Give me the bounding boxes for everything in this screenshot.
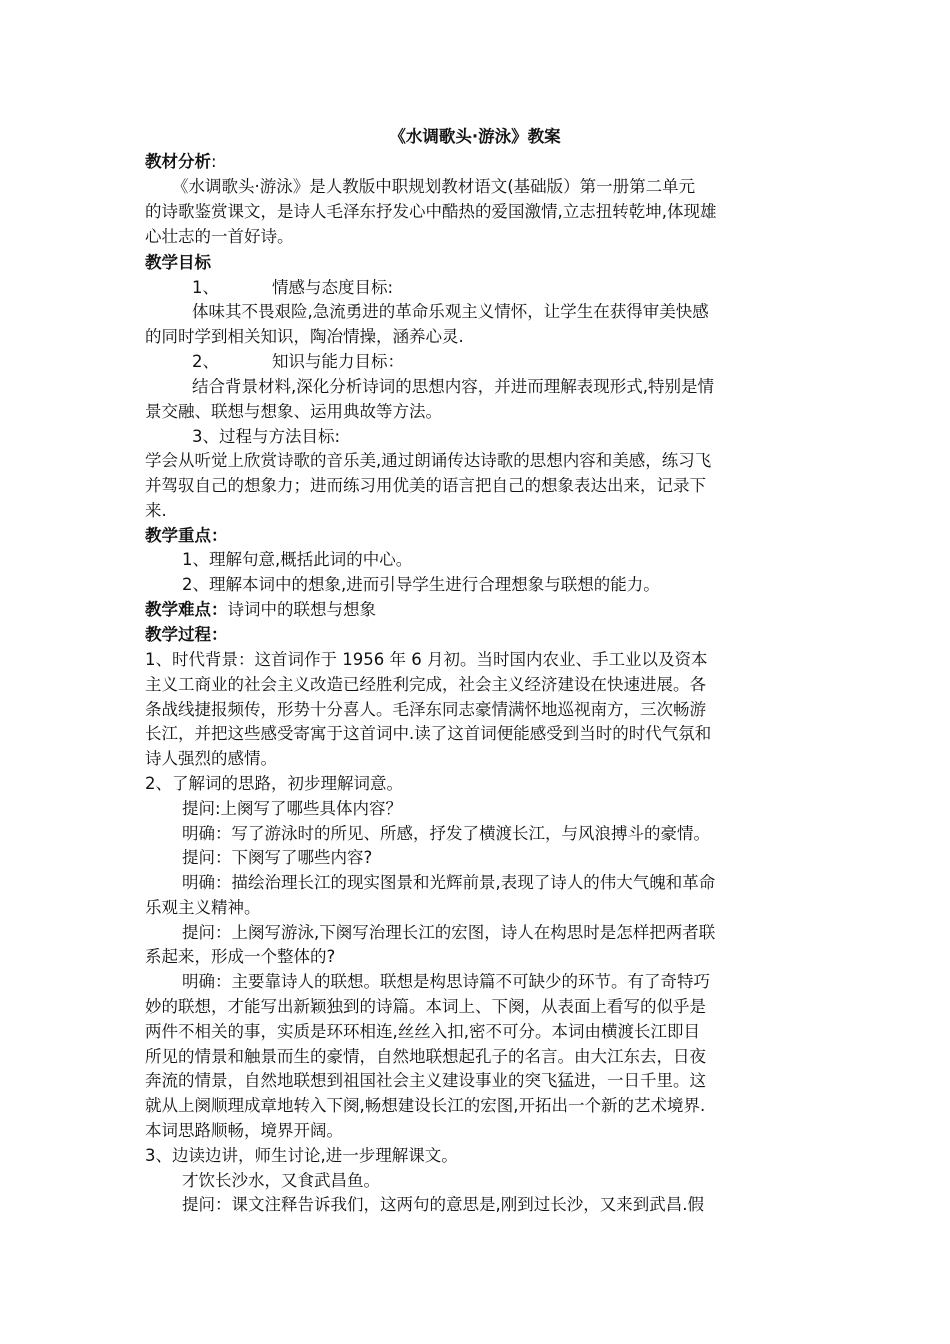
difficulty-line (145, 598, 815, 622)
paragraph-line: 主义工商业的社会主义改造已经胜利完成，社会主义经济建设在快速进展。各 (145, 675, 706, 694)
verse-line: 才饮长沙水，又食武昌鱼。 (182, 1171, 380, 1190)
paragraph-line: 的同时学到相关知识，陶冶情操，涵养心灵. (145, 327, 464, 346)
key-points-heading: 教学重点： (145, 526, 228, 545)
paragraph-line: 心壮志的一首好诗。 (145, 227, 294, 246)
answer-line: 明确：写了游泳时的所见、所感，抒发了横渡长江，与风浪搏斗的豪情。 (182, 824, 710, 843)
question-line: 提问:上阕写了哪些具体内容？ (182, 799, 403, 818)
list-item: 2、理解本词中的想象,进而引导学生进行合理想象与联想的能力。 (182, 575, 660, 594)
answer-line: 两件不相关的事，实质是环环相连,丝丝入扣,密不可分。本词由横渡长江即目 (145, 1022, 700, 1041)
step3-title: 3、边读边讲，师生讨论,进一步理解课文。 (145, 1146, 458, 1165)
paragraph-line: 1、时代背景：这首词作于 1956 年 6 月初。当时国内农业、手工业以及资本 (145, 650, 708, 669)
goal1-label: 情感与态度目标: (272, 278, 394, 297)
process-heading: 教学过程： (145, 625, 228, 644)
list-item: 1、理解句意,概括此词的中心。 (182, 550, 413, 569)
answer-line: 乐观主义精神。 (145, 898, 261, 917)
question-line: 提问：上阕写游泳,下阕写治理长江的宏图，诗人在构思时是怎样把两者联 (182, 923, 716, 942)
goal2-number: 2、 (192, 352, 219, 371)
paragraph-line: 《水调歌头·游泳》是人教版中职规划教材语文(基础版）第一册第二单元 (172, 177, 696, 196)
paragraph-line: 条战线捷报频传，形势十分喜人。毛泽东同志豪情满怀地巡视南方，三次畅游 (145, 700, 706, 719)
material-heading: 教材分析 (145, 152, 211, 171)
paragraph-line: 长江，并把这些感受寄寓于这首词中.读了这首词便能感受到当时的时代气氛和 (145, 724, 712, 743)
step2-title: 2、了解词的思路，初步理解词意。 (145, 774, 403, 793)
paragraph-line: 并驾驭自己的想象力；进而练习用优美的语言把自己的想象表达出来，记录下 (145, 476, 706, 495)
answer-line: 所见的情景和触景而生的豪情，自然地联想起孔子的名言。由大江东去，日夜 (145, 1047, 706, 1066)
paragraph-line: 体味其不畏艰险,急流勇进的革命乐观主义情怀，让学生在获得审美快感 (192, 302, 709, 321)
paragraph-line: 的诗歌鉴赏课文，是诗人毛泽东抒发心中酷热的爱国激情,立志扭转乾坤,体现雄 (145, 202, 717, 221)
paragraph-line: 学会从听觉上欣赏诗歌的音乐美,通过朗诵传达诗歌的思想内容和美感，练习飞 (145, 451, 712, 470)
question-line: 系起来，形成一个整体的? (145, 947, 336, 966)
goal2-label: 知识与能力目标： (272, 352, 404, 371)
goal1-line (192, 276, 862, 300)
question-line: 提问：下阕写了哪些内容? (182, 848, 373, 867)
paragraph-line: 来. (145, 501, 167, 520)
paragraph-line: 结合背景材料,深化分析诗词的思想内容，并进而理解表现形式,特别是情 (192, 377, 714, 396)
answer-line: 明确：主要靠诗人的联想。联想是构思诗篇不可缺少的环节。有了奇特巧 (182, 972, 710, 991)
answer-line: 就从上阕顺理成章地转入下阕,畅想建设长江的宏图,开拓出一个新的艺术境界. (145, 1096, 706, 1115)
difficulty-text: 诗词中的联想与想象 (227, 600, 376, 619)
goal1-number: 1、 (192, 278, 219, 297)
answer-line: 明确：描绘治理长江的现实图景和光辉前景,表现了诗人的伟大气魄和革命 (182, 873, 716, 892)
paragraph-line: 诗人强烈的感情。 (145, 749, 277, 768)
goal2-line (192, 350, 862, 374)
difficulty-heading: 教学难点： (145, 600, 228, 619)
document-title: 《水调歌头·游泳》教案 (389, 127, 561, 146)
answer-line: 本词思路顺畅，境界开阔。 (145, 1121, 343, 1140)
material-heading-line (145, 150, 815, 174)
objectives-heading: 教学目标 (145, 253, 211, 272)
material-heading-colon: : (211, 152, 217, 171)
answer-line: 奔流的情景，自然地联想到祖国社会主义建设事业的突飞猛进，一日千里。这 (145, 1071, 706, 1090)
goal3-label: 3、过程与方法目标: (192, 427, 341, 446)
answer-line: 妙的联想，才能写出新颖独到的诗篇。本词上、下阕，从表面上看写的似乎是 (145, 997, 706, 1016)
question-line: 提问：课文注释告诉我们，这两句的意思是,刚到过长沙，又来到武昌.假 (182, 1195, 704, 1214)
paragraph-line: 景交融、联想与想象、运用典故等方法。 (145, 402, 442, 421)
